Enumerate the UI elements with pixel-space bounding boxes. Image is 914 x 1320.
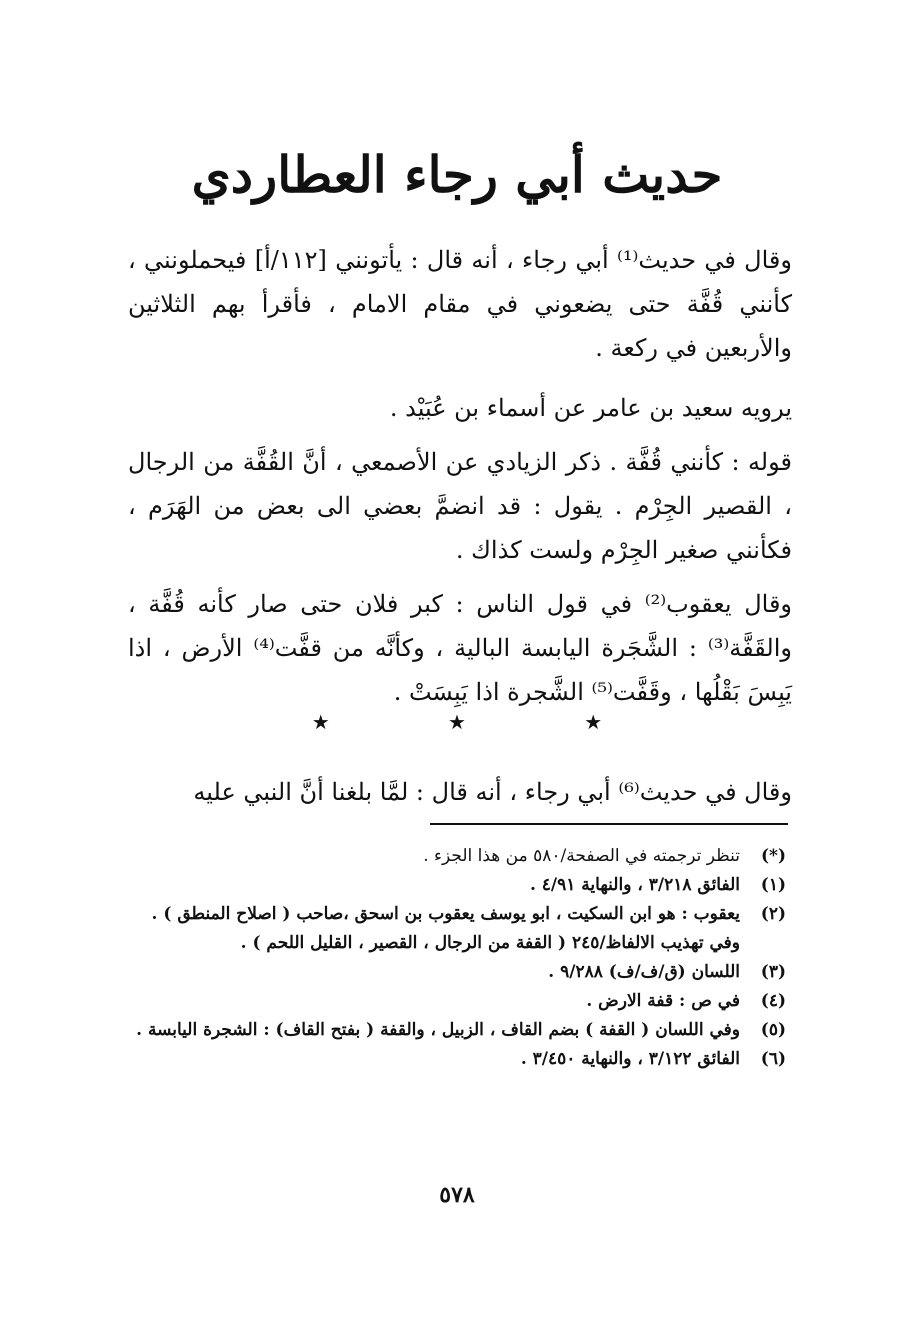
footnote-text: اللسان (ق/ف/ف) ٩/٢٨٨ . bbox=[548, 962, 740, 982]
paragraph-narrator bbox=[128, 386, 792, 430]
footnote-item bbox=[125, 958, 786, 987]
footnote-item bbox=[125, 900, 786, 958]
footnote-number: (٥) bbox=[760, 1020, 786, 1040]
section-divider-stars: ★ ★ ★ bbox=[311, 710, 659, 734]
footnote-item bbox=[125, 842, 786, 871]
footnote-item bbox=[125, 1045, 786, 1074]
paragraph-text: وقال في حديث⁽⁶⁾ أبي رجاء ، أنه قال : لمَّا بلغنا أنَّ النبي عليه bbox=[193, 778, 792, 806]
footnote-text: يعقوب : هو ابن السكيت ، ابو يوسف يعقوب بن اسحق ،صاحب ( اصلاح المنطق ) . وفي تهذيب الالفاظ/٢٤٥ ( القفة من الرجال ، القصير ، القليل اللحم ) . bbox=[151, 904, 740, 953]
paragraph-hadith-text bbox=[128, 238, 792, 370]
footnote-item bbox=[125, 1016, 786, 1045]
footnote-separator bbox=[430, 823, 788, 825]
footnotes bbox=[125, 842, 786, 1074]
footnote-number: (٤) bbox=[760, 991, 786, 1011]
footnote-text: وفي اللسان ( القفة ) بضم القاف ، الزبيل ، والقفة ( بفتح القاف) : الشجرة اليابسة . bbox=[136, 1020, 740, 1040]
paragraph-next-hadith bbox=[128, 770, 792, 814]
footnote-number: (٦) bbox=[760, 1049, 786, 1069]
footnote-item bbox=[125, 871, 786, 900]
section-title: حديث أبي رجاء العطاردي bbox=[191, 145, 723, 204]
footnote-number: (*) bbox=[761, 846, 786, 866]
paragraph-text: وقال في حديث⁽¹⁾ أبي رجاء ، أنه قال : يأتونني [١١٢/أ] فيحملونني ، كأنني قُفَّة حتى يضعوني في مقام الامام ، فأقرأ بهم الثلاثين والأربعين في ركعة . bbox=[128, 246, 792, 362]
footnote-text: الفائق ٣/١٢٢ ، والنهاية ٣/٤٥٠ . bbox=[520, 1049, 740, 1069]
paragraph-text: يرويه سعيد بن عامر عن أسماء بن عُبَيْد . bbox=[389, 394, 792, 422]
paragraph-text: وقال يعقوب⁽²⁾ في قول الناس : كبر فلان حتى صار كأنه قُفَّة ، والقَفَّة⁽³⁾ : الشَّجَرة اليابسة البالية ، وكأنَّه من قفَّت⁽⁴⁾ الأرض ، اذا يَبِسَ بَقْلُها ، وقَفَّت⁽⁵⁾ الشَّجرة اذا يَبِسَتْ . bbox=[128, 590, 793, 706]
paragraph-yaqub bbox=[128, 582, 792, 714]
footnote-text: تنظر ترجمته في الصفحة/٥٨٠ من هذا الجزء . bbox=[423, 846, 740, 866]
footnote-item bbox=[125, 987, 786, 1016]
page-number: ٥٧٨ bbox=[439, 1182, 475, 1208]
footnote-number: (٣) bbox=[760, 962, 786, 982]
footnote-text: في ص : قفة الارض . bbox=[586, 991, 740, 1011]
footnote-number: (١) bbox=[760, 875, 786, 895]
footnote-text: الفائق ٣/٢١٨ ، والنهاية ٤/٩١ . bbox=[529, 875, 740, 895]
footnote-number: (٢) bbox=[760, 904, 786, 924]
paragraph-text: قوله : كأنني قُفَّة . ذكر الزيادي عن الأصمعي ، أنَّ القُفَّة من الرجال ، القصير الجِرْم . يقول : قد انضمَّ بعضي الى بعض من الهَرَم ، فكأنني صغير الجِرْم ولست كذاك . bbox=[128, 448, 792, 564]
paragraph-explanation bbox=[128, 440, 792, 572]
